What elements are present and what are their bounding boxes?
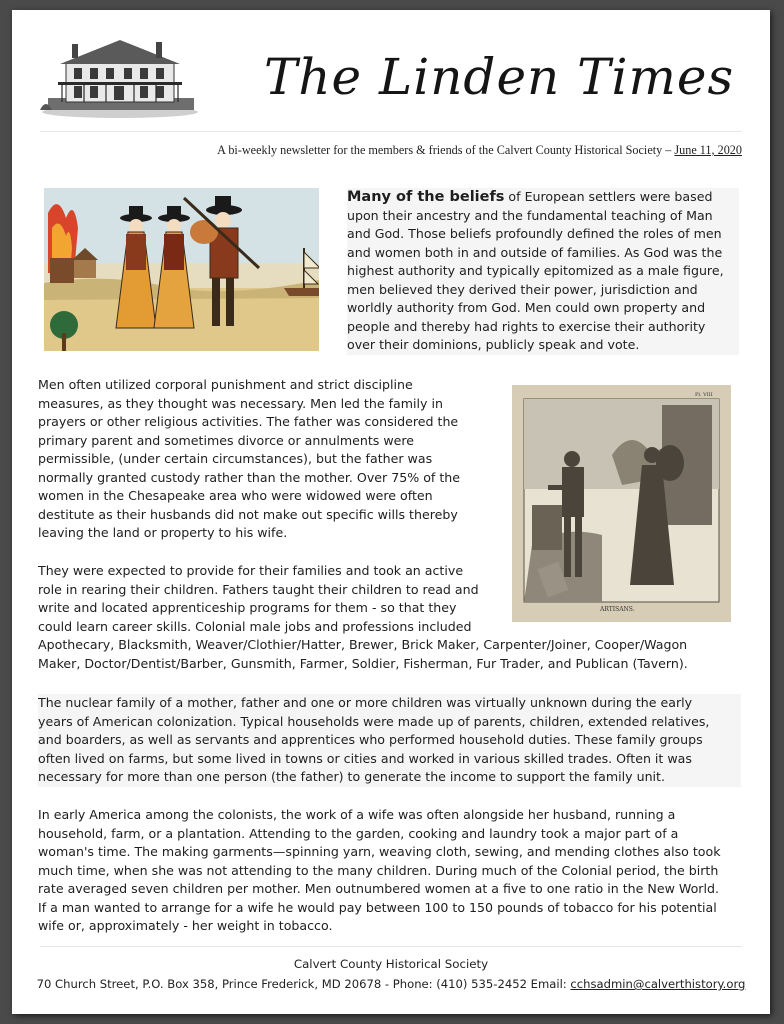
- paragraph-line: Apothecary, Blacksmith, Weaver/Clothier/Hatter, Brewer, Brick Maker, Carpenter/Joiner, Cooper/Wagon: [38, 637, 688, 652]
- paragraph-line: over their dominions, publicly speak and vote.: [347, 337, 640, 352]
- footer-divider: [40, 946, 742, 947]
- paragraph-line: rate averaged seven children per mother. Men outnumbered women at a five to one ratio in the New World.: [38, 881, 719, 896]
- paragraph-line: In early America among the colonists, the work of a wife was often alongside her husband, running a: [38, 807, 676, 822]
- paragraph-line: wife or, approximately - her weight in tobacco.: [38, 918, 333, 933]
- paragraph-line: upon their ancestry and the fundamental teaching of Man: [347, 207, 713, 223]
- lead-in-text: Many of the beliefs: [347, 189, 505, 205]
- paragraph-line: Many of the beliefs of European settlers were based: [347, 189, 713, 205]
- paragraph-line: If a man wanted to arrange for a wife he would pay between 100 to 150 pounds of tobacco for his potential: [38, 899, 717, 915]
- newsletter-subtitle: [40, 143, 742, 158]
- paragraph-line: men believed they derived their power, jurisdiction and: [347, 281, 698, 297]
- newsletter-page: [12, 10, 770, 1014]
- paragraph-line: measures, as they thought was necessary. Men led the family in: [38, 395, 443, 411]
- paragraph-line: write and located apprenticeship programs for them - so that they: [38, 600, 457, 615]
- paragraph-line: destitute as their husbands did not make out specific wills thereby: [38, 506, 458, 522]
- paragraph-line: much time, when she was not attending to the many children. During much of the Colonial period, the birth: [38, 862, 719, 878]
- paragraph-line: worldly authority from God. Men could own property and: [347, 300, 706, 315]
- paragraph-line: people and thereby had rights to exercise their authority: [347, 318, 706, 334]
- newsletter-title: The Linden Times: [264, 48, 735, 106]
- paragraph-line: prayers or other religious activities. The father was considered the: [38, 414, 459, 429]
- footer-address: 70 Church Street, P.O. Box 358, Prince Frederick, MD 20678 - Phone: (410) 535-2452 Email:: [36, 977, 571, 991]
- paragraph-line: normally granted custody rather than the mother. Over 75% of the: [38, 469, 461, 485]
- paragraph-line: Maker, Doctor/Dentist/Barber, Gunsmith, Farmer, Soldier, Fisherman, Fur Trader, and Publican (Tavern).: [38, 655, 688, 671]
- footer-org-name: Calvert County Historical Society: [293, 957, 489, 971]
- footer-contact: [12, 977, 770, 991]
- header-divider: [40, 131, 742, 132]
- colonial-family-illustration: [44, 188, 319, 351]
- paragraph-line: leaving the land or property to his wife.: [38, 525, 288, 540]
- paragraph-line: years of American colonization. Typical households were made up of parents, children, extended relatives,: [38, 713, 710, 729]
- engraving-plate-number: Pl. VIII: [695, 392, 713, 398]
- article-paragraph-3: [38, 562, 688, 673]
- paragraph-line: The nuclear family of a mother, father and one or more children was virtually unknown during the early: [38, 695, 693, 710]
- paragraph-line: highest authority and typically epitomized as a male figure,: [347, 263, 724, 278]
- paragraph-line: often lived on farms, but some lived in towns or cities and worked in various skilled trades. Often it was: [38, 750, 692, 766]
- subtitle-text: A bi-weekly newsletter for the members & friends of the Calvert County Historical Society –: [217, 143, 672, 157]
- paragraph-line: They were expected to provide for their families and took an active: [38, 563, 464, 578]
- paragraph-line: could learn career skills. Colonial male jobs and professions included: [38, 618, 472, 634]
- footer-email-link[interactable]: cchsadmin@calverthistory.org: [570, 977, 746, 991]
- article-paragraph-1: [347, 188, 739, 355]
- paragraph-line: woman's time. The making garments—spinning yarn, weaving cloth, sewing, and mending clothes also took: [38, 844, 721, 859]
- article-paragraph-5: [38, 806, 741, 936]
- paragraph-line: and God. Those beliefs profoundly defined the roles of men: [347, 226, 722, 241]
- paragraph-line: Men often utilized corporal punishment and strict discipline: [38, 377, 413, 392]
- paragraph-line: and women both in and outside of families. As God was the: [347, 244, 723, 260]
- paragraph-line: women in the Chesapeake area who were widowed were often: [38, 488, 433, 503]
- paragraph-line: and boarders, as well as servants and apprentices who performed household duties. These family groups: [38, 732, 703, 747]
- paragraph-line: necessary for more than one person (the father) to generate the income to support the family unit.: [38, 769, 666, 784]
- article-paragraph-2: [38, 376, 493, 543]
- paragraph-line: primary parent and sometimes divorce or annulments were: [38, 432, 415, 448]
- paragraph-line: household, farm, or a plantation. Attending to the garden, cooking and laundry took a major part of a: [38, 825, 679, 841]
- paragraph-line: permissible, (under certain circumstances), but the father was: [38, 451, 433, 466]
- engraving-caption: ARTISANS.: [600, 606, 635, 613]
- historic-house-logo: [38, 28, 198, 120]
- article-paragraph-4: [38, 694, 741, 787]
- paragraph-line: role in rearing their children. Fathers taught their children to read and: [38, 581, 479, 597]
- issue-date: June 11, 2020: [674, 143, 742, 157]
